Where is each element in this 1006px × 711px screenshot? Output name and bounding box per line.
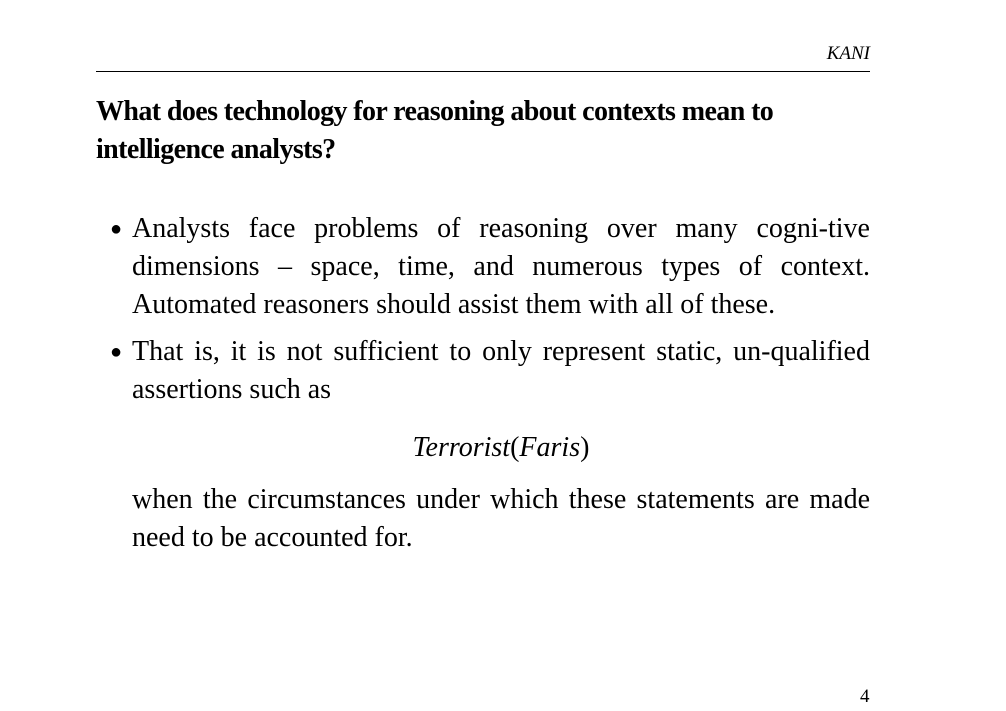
formula-close-paren: )	[580, 432, 590, 463]
formula-argument: Faris	[519, 432, 581, 463]
bullet-text: That is, it is not sufficient to only represent static, un-qualified assertions such as	[132, 336, 870, 405]
bullet-item	[108, 333, 870, 557]
slide-title: What does technology for reasoning about contexts mean to intelligence analysts?	[96, 96, 774, 165]
bullet-continuation-text: when the circumstances under which these statements are made need to be accounted for.	[132, 484, 870, 553]
page-number: 4	[860, 686, 870, 707]
formula	[132, 429, 870, 467]
bullet-dot-icon: ●	[110, 341, 123, 363]
bullet-text: Analysts face problems of reasoning over many cogni-tive dimensions – space, time, and numerous types of context. Automated reasoners should assist them with all of these.	[132, 213, 870, 320]
bullet-list	[108, 210, 870, 557]
formula-open-paren: (	[510, 432, 520, 463]
bullet-item	[108, 210, 870, 324]
header-divider	[96, 71, 870, 72]
formula-predicate: Terrorist	[412, 432, 511, 463]
header-label: KANI	[826, 43, 870, 64]
bullet-dot-icon: ●	[110, 218, 123, 240]
